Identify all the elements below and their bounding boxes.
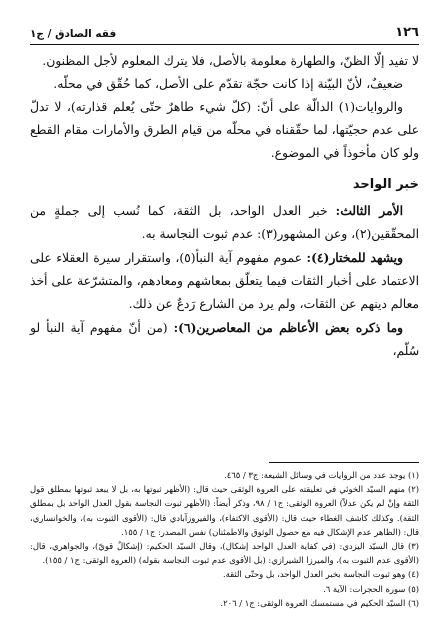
main-text bbox=[30, 50, 419, 363]
paragraph-3: والروايات(١) الدالّة على أنّ: (كلّ شيء طاهرٌ حتّى يُعلم قذارته)، لا تدلّ على عدم حجيّتها، لما حقّقناه في محلّه من قيام الطرق والأمارات مقام القطع ولو كان مأخوذاً في الموضوع. bbox=[30, 100, 419, 160]
footnote-rule bbox=[269, 462, 419, 463]
footnote-2: (٢) منهم السيّد الخوئي في تعليقته على العروة الوثقى حيث قال: (الأظهر ثبوتها به، بل لا يبعد ثبوتها بمطلق قول الثقة وإنْ لم يكن عدلاً) العروة الوثقى: ج١ / ٩٨، وذكر أيضاً: (الأظهر ثبوت النجاسة بقول العدل الواحد بل بمطلق الثقة). وكذلك كاشف الغطاء حيث قال: (الأقوى الاكتفاء)، والفيروزآبادي قال: (الأقوى الثبوت به)، والخوانساري، قال: (الظاهر عدم الإشكال فيه مع حصول الوثوق والاطمئنان) نفس المصدر: ج١ / ١٥٥. bbox=[30, 484, 420, 537]
paragraph-5-lead: ويشهد للمختار(٤): bbox=[306, 250, 403, 265]
running-title: فقه الصادق / ج١ bbox=[30, 28, 117, 40]
footnote-4: (٤) وهو ثبوت النجاسة بخبر العدل الواحد، بل وحتّى الثقة. bbox=[222, 569, 419, 580]
footnote-3: (٣) قال السيّد اليزدي: (في كفاية العدل الواحد إشكال)، وقال السيّد الحكيم: (إشكالٌ قويّ)، والجواهري، قال: (الأقوى عدم الثبوت به)، والميرزا الشيرازي: (بل الأقوى عدم ثبوت النجاسة بقوله) (العروة الوثقى: ج١ / ١٥٥). bbox=[30, 541, 419, 566]
footnotes bbox=[30, 468, 419, 610]
footnote-6: (٦) السيّد الحكيم في مستمسك العروة الوثقى: ج١ / ٢٠٦. bbox=[220, 597, 419, 608]
paragraph-4 bbox=[30, 199, 419, 246]
footnote-5: (٥) سورة الحجرات: الآية ٦. bbox=[323, 583, 419, 594]
paragraph-6-lead: وما ذكره بعض الأعاظم من المعاصرين(٦): bbox=[173, 320, 403, 335]
paragraph-4-lead: الأمر الثالث: bbox=[335, 203, 403, 218]
paragraph-5 bbox=[30, 246, 419, 316]
page-number: ١٢٦ bbox=[395, 25, 419, 40]
paragraph-1: لا تفيد إلّا الظنّ، والطهارة معلومة بالأصل، فلا يترك المعلوم لأجل المظنون. bbox=[42, 54, 419, 68]
header-rule bbox=[30, 44, 419, 45]
section-title: خبر الواحد bbox=[352, 177, 419, 192]
paragraph-5-text: عموم مفهوم آية النبأ(٥)، واستقرار سيرة العقلاء على الاعتماد على أخبار الثقات فيما يتعلّق بمعاشهم ومعادهم، والمتشرّعة على أخذ معالم دينهم عن الثقات، ولم يرد من الشارع رَدعٌ عن ذلك. bbox=[30, 251, 419, 311]
paragraph-4-text: خبر العدل الواحد، بل الثقة، كما نُسب إلى جملةٍ من المحقّقين(٢)، وعن المشهور(٣): عدم ثبوت النجاسة به. bbox=[30, 204, 419, 241]
paragraph-2: ضعيفٌ، لأنّ البيّنة إذا كانت حجّة تقدّم على الأصل، كما حُقّق في محلّه. bbox=[53, 77, 403, 91]
paragraph-6 bbox=[30, 316, 419, 363]
paragraph-6-text: (من أنّ مفهوم آية النبأ لو سُلّم، bbox=[30, 321, 419, 358]
footnote-1: (١) يوجد عدد من الروايات في وسائل الشيعة: ج٣ / ٤٦٥. bbox=[224, 470, 419, 480]
page-header bbox=[30, 22, 419, 40]
